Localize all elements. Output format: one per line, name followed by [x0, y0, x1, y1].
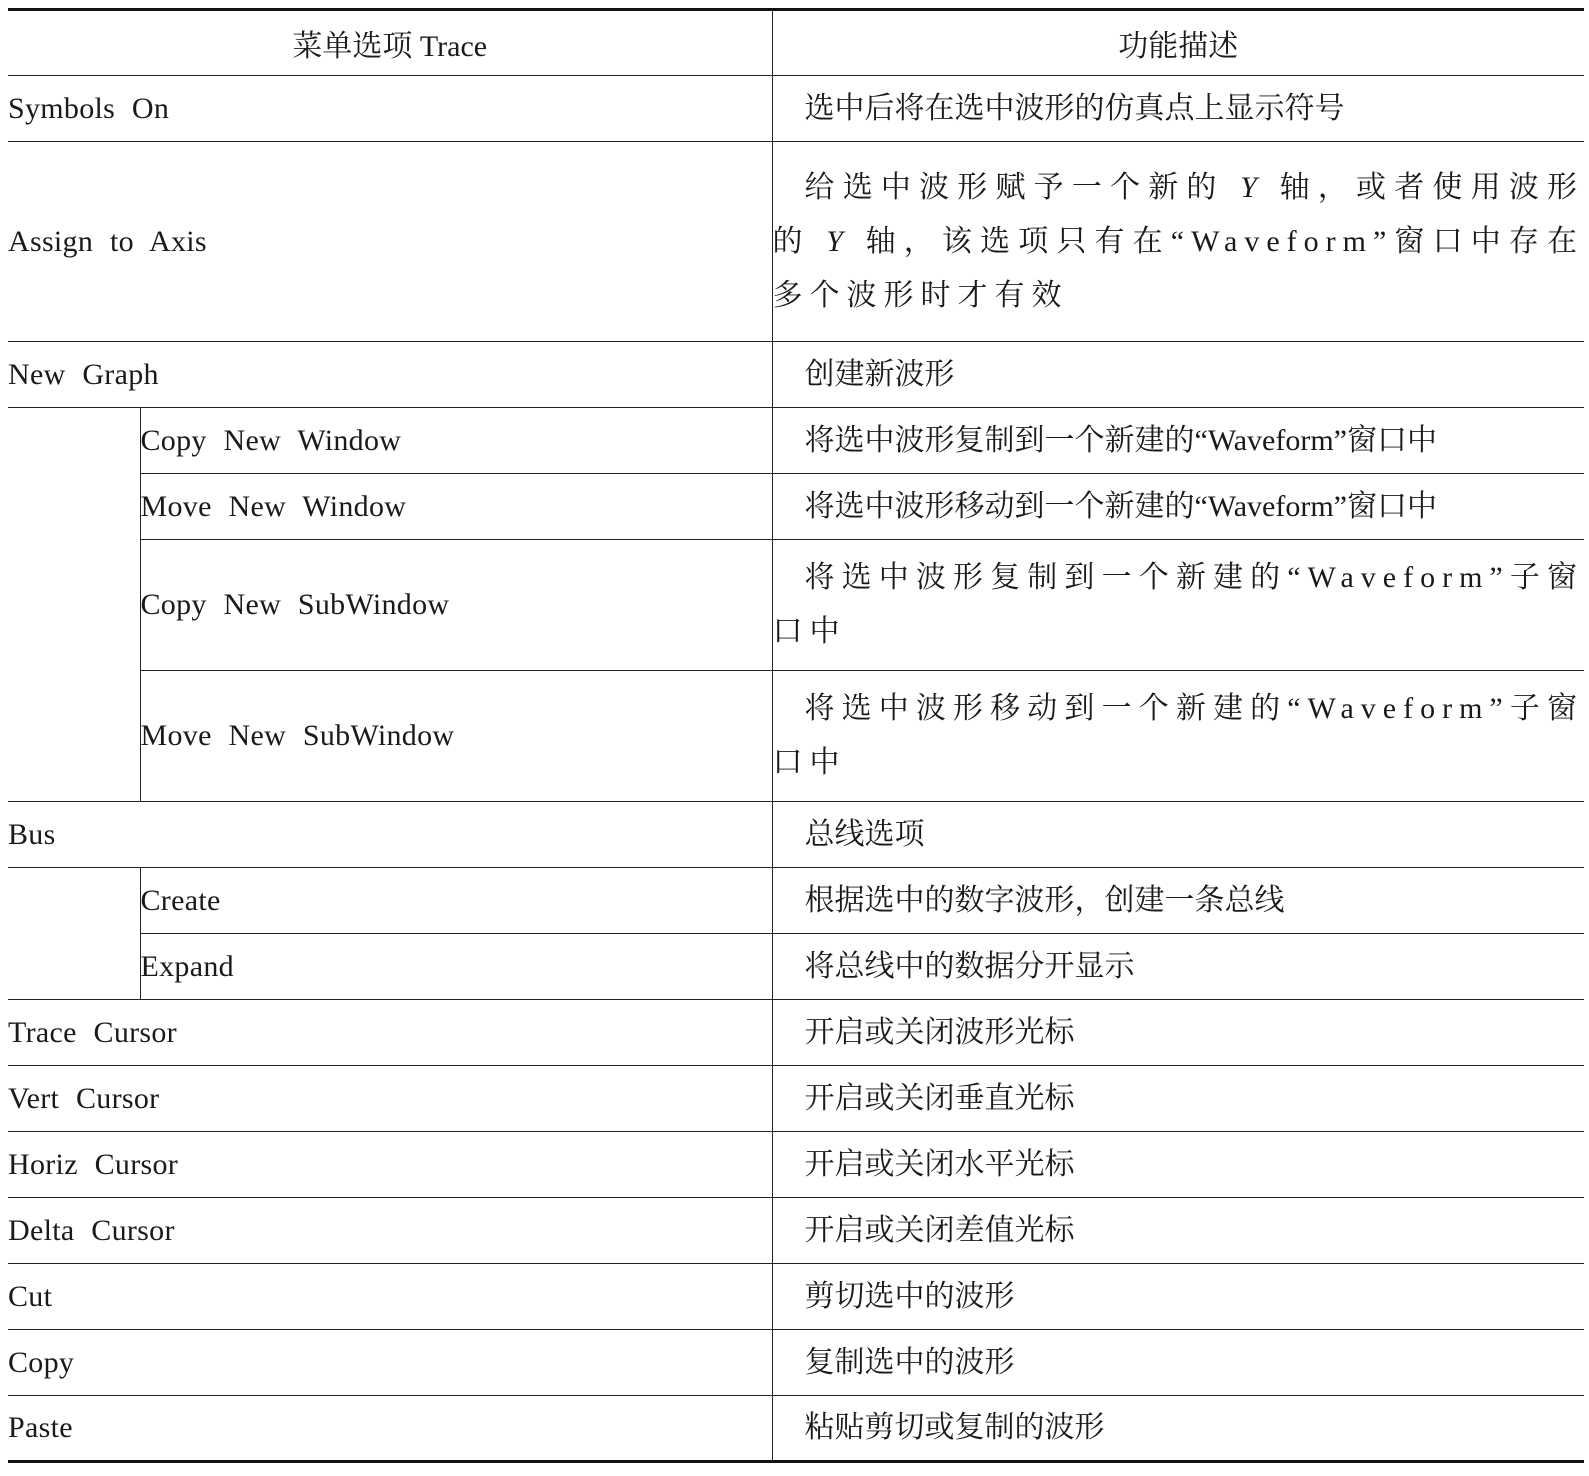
header-menu-option: 菜单选项 Trace [8, 10, 772, 76]
table-row [8, 934, 1584, 1000]
description-cell: 开启或关闭差值光标 [772, 1198, 1584, 1264]
table-row [8, 474, 1584, 540]
description-cell [772, 142, 1584, 342]
menu-option-cell: Bus [8, 802, 772, 868]
table-row [8, 671, 1584, 802]
submenu-option-cell: Create [140, 868, 772, 934]
table-row [8, 142, 1584, 342]
table-row [8, 540, 1584, 671]
description-cell: 剪切选中的波形 [772, 1264, 1584, 1330]
description-cell: 总线选项 [772, 802, 1584, 868]
submenu-option-cell: Move New Window [140, 474, 772, 540]
description-cell: 粘贴剪切或复制的波形 [772, 1396, 1584, 1462]
description-cell: 复制选中的波形 [772, 1330, 1584, 1396]
table-row [8, 1066, 1584, 1132]
indent-spacer [8, 868, 140, 1000]
menu-option-cell: Cut [8, 1264, 772, 1330]
table-row [8, 342, 1584, 408]
header-description: 功能描述 [772, 10, 1584, 76]
menu-option-cell: Symbols On [8, 76, 772, 142]
description-cell: 将选中波形复制到一个新建的“Waveform”子窗口中 [772, 540, 1584, 671]
description-cell: 将选中波形复制到一个新建的“Waveform”窗口中 [772, 408, 1584, 474]
menu-option-cell: Paste [8, 1396, 772, 1462]
table-row [8, 802, 1584, 868]
description-cell: 将总线中的数据分开显示 [772, 934, 1584, 1000]
description-text: 轴，或者使用波形的 [772, 170, 1585, 258]
submenu-option-cell: Expand [140, 934, 772, 1000]
indent-spacer [8, 408, 140, 802]
description-cell: 将选中波形移动到一个新建的“Waveform”子窗口中 [772, 671, 1584, 802]
menu-option-cell: New Graph [8, 342, 772, 408]
table-row [8, 1000, 1584, 1066]
description-text: 轴，该选项只有在“Waveform”窗口中存在多个波形时才有效 [772, 224, 1584, 312]
description-cell: 开启或关闭垂直光标 [772, 1066, 1584, 1132]
table-row [8, 408, 1584, 474]
menu-option-cell: Horiz Cursor [8, 1132, 772, 1198]
description-axis-symbol: Y [826, 224, 850, 258]
description-cell: 将选中波形移动到一个新建的“Waveform”窗口中 [772, 474, 1584, 540]
submenu-option-cell: Copy New Window [140, 408, 772, 474]
table-row [8, 1198, 1584, 1264]
menu-option-cell: Trace Cursor [8, 1000, 772, 1066]
menu-option-cell: Copy [8, 1330, 772, 1396]
table-row [8, 868, 1584, 934]
description-axis-symbol: Y [1240, 170, 1264, 204]
submenu-option-cell: Copy New SubWindow [140, 540, 772, 671]
menu-option-cell: Delta Cursor [8, 1198, 772, 1264]
table-header-row [8, 10, 1584, 76]
description-cell: 开启或关闭波形光标 [772, 1000, 1584, 1066]
description-text: 给选中波形赋予一个新的 [804, 170, 1241, 204]
description-cell: 根据选中的数字波形，创建一条总线 [772, 868, 1584, 934]
trace-menu-table [8, 8, 1584, 1463]
menu-option-cell: Assign to Axis [8, 142, 772, 342]
description-cell: 开启或关闭水平光标 [772, 1132, 1584, 1198]
submenu-option-cell: Move New SubWindow [140, 671, 772, 802]
table-row [8, 76, 1584, 142]
table-row [8, 1330, 1584, 1396]
description-cell: 选中后将在选中波形的仿真点上显示符号 [772, 76, 1584, 142]
menu-option-cell: Vert Cursor [8, 1066, 772, 1132]
table-row [8, 1132, 1584, 1198]
table-row [8, 1396, 1584, 1462]
description-cell: 创建新波形 [772, 342, 1584, 408]
table-row [8, 1264, 1584, 1330]
